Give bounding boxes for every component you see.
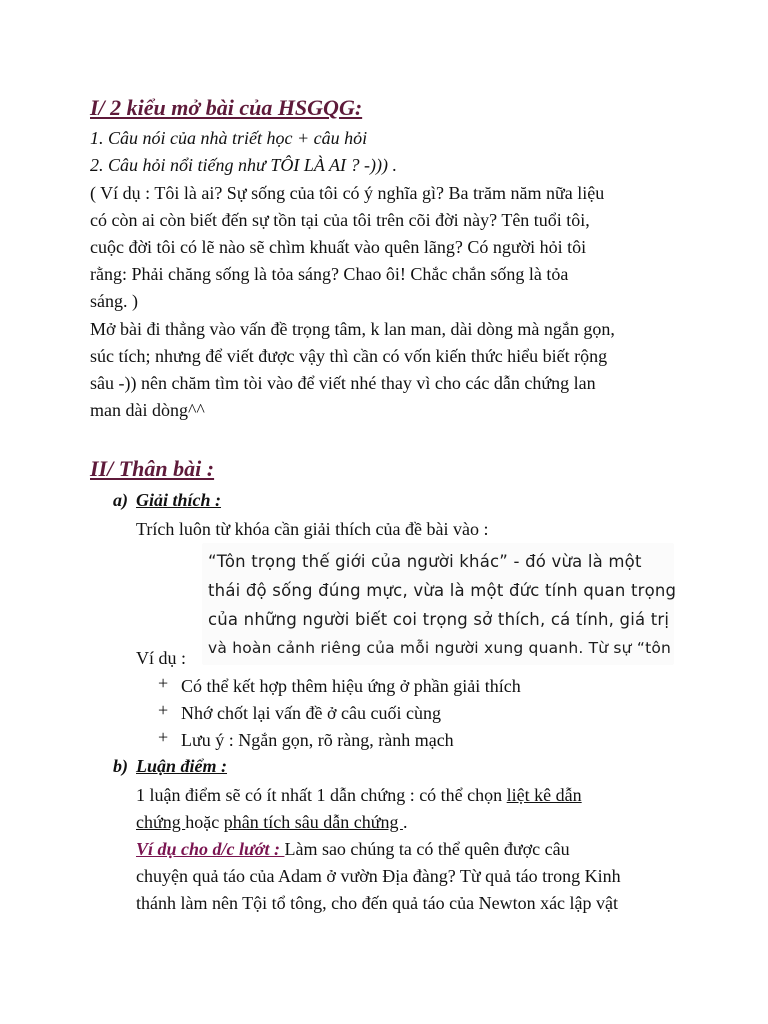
evidence-text: Làm sao chúng ta có thể quên được câu bbox=[284, 839, 570, 859]
note-line-4: man dài dòng^^ bbox=[90, 400, 205, 420]
example-line-4: rằng: Phải chăng sống là tỏa sáng? Chao ôi! Chắc chắn sống là tỏa bbox=[90, 264, 569, 284]
evidence-line-3: thánh làm nên Tội tổ tông, cho đến quả táo của Newton xác lập vật bbox=[136, 893, 619, 913]
bullet-item-3: Lưu ý : Ngắn gọn, rõ ràng, rành mạch bbox=[181, 730, 454, 750]
bullet-symbol: + bbox=[158, 727, 169, 747]
note-line-3: sâu -)) nên chăm tìm tòi vào để viết nhé thay vì cho các dẫn chứng lan bbox=[90, 373, 596, 393]
example-line-1: ( Ví dụ : Tôi là ai? Sự sống của tôi có ý nghĩa gì? Ba trăm năm nữa liệu bbox=[90, 183, 605, 203]
example-line-3: cuộc đời tôi có lẽ nào sẽ chìm khuất vào quên lãng? Có người hỏi tôi bbox=[90, 237, 587, 257]
subsection-a-title: Giải thích : bbox=[136, 490, 222, 510]
bullet-symbol: + bbox=[158, 673, 169, 693]
intro-type-2: 2. Câu hỏi nổi tiếng như TÔI LÀ AI ? -))) . bbox=[90, 155, 397, 175]
evidence-line-1 bbox=[136, 836, 570, 863]
subsection-b-marker: b) bbox=[113, 756, 128, 776]
note-line-1: Mở bài đi thẳng vào vấn đề trọng tâm, k lan man, dài dòng mà ngắn gọn, bbox=[90, 319, 615, 339]
quote-line-1: “Tôn trọng thế giới của người khác” - đó vừa là một bbox=[208, 552, 642, 571]
example-line-2: có còn ai còn biết đến sự tồn tại của tôi trên cõi đời này? Tên tuổi tôi, bbox=[90, 210, 590, 230]
quote-line-3: của những người biết coi trọng sở thích, cá tính, giá trị bbox=[208, 610, 670, 629]
bullet-item-2: Nhớ chốt lại vấn đề ở câu cuối cùng bbox=[181, 703, 441, 723]
evidence-label: Ví dụ cho d/c lướt : bbox=[136, 839, 285, 859]
quote-line-4: và hoàn cảnh riêng của mỗi người xung quanh. Từ sự “tôn bbox=[208, 639, 672, 657]
deep-analysis-term: phân tích sâu dẫn chứng bbox=[223, 812, 403, 832]
example-line-5: sáng. ) bbox=[90, 291, 138, 311]
note-line-2: súc tích; nhưng để viết được vậy thì cần có vốn kiến thức hiểu biết rộng bbox=[90, 346, 608, 366]
argument-line-1 bbox=[136, 782, 582, 809]
argument-text: 1 luận điểm sẽ có ít nhất 1 dẫn chứng : có thể chọn bbox=[136, 785, 507, 805]
argument-line-2 bbox=[136, 809, 407, 836]
example-label: Ví dụ : bbox=[136, 648, 187, 668]
quote-image bbox=[202, 543, 677, 665]
or-text: hoặc bbox=[185, 812, 224, 832]
section-2-title: II/ Thân bài : bbox=[90, 456, 215, 481]
list-evidence-term-cont: chứng bbox=[136, 812, 186, 832]
bullet-symbol: + bbox=[158, 700, 169, 720]
subsection-b-title: Luận điểm : bbox=[136, 756, 228, 776]
evidence-line-2: chuyện quả táo của Adam ở vườn Địa đàng? Từ quả táo trong Kinh bbox=[136, 866, 621, 886]
subsection-a-marker: a) bbox=[113, 490, 128, 510]
list-evidence-term: liệt kê dẫn bbox=[506, 785, 582, 805]
intro-type-1: 1. Câu nói của nhà triết học + câu hỏi bbox=[90, 128, 368, 148]
bullet-item-1: Có thể kết hợp thêm hiệu ứng ở phần giải thích bbox=[181, 676, 521, 696]
quote-line-2: thái độ sống đúng mực, vừa là một đức tính quan trọng bbox=[208, 581, 677, 600]
section-1-title: I/ 2 kiểu mở bài của HSGQG: bbox=[90, 95, 363, 120]
period-text: . bbox=[402, 812, 408, 832]
explain-text: Trích luôn từ khóa cần giải thích của đề bài vào : bbox=[136, 519, 489, 539]
